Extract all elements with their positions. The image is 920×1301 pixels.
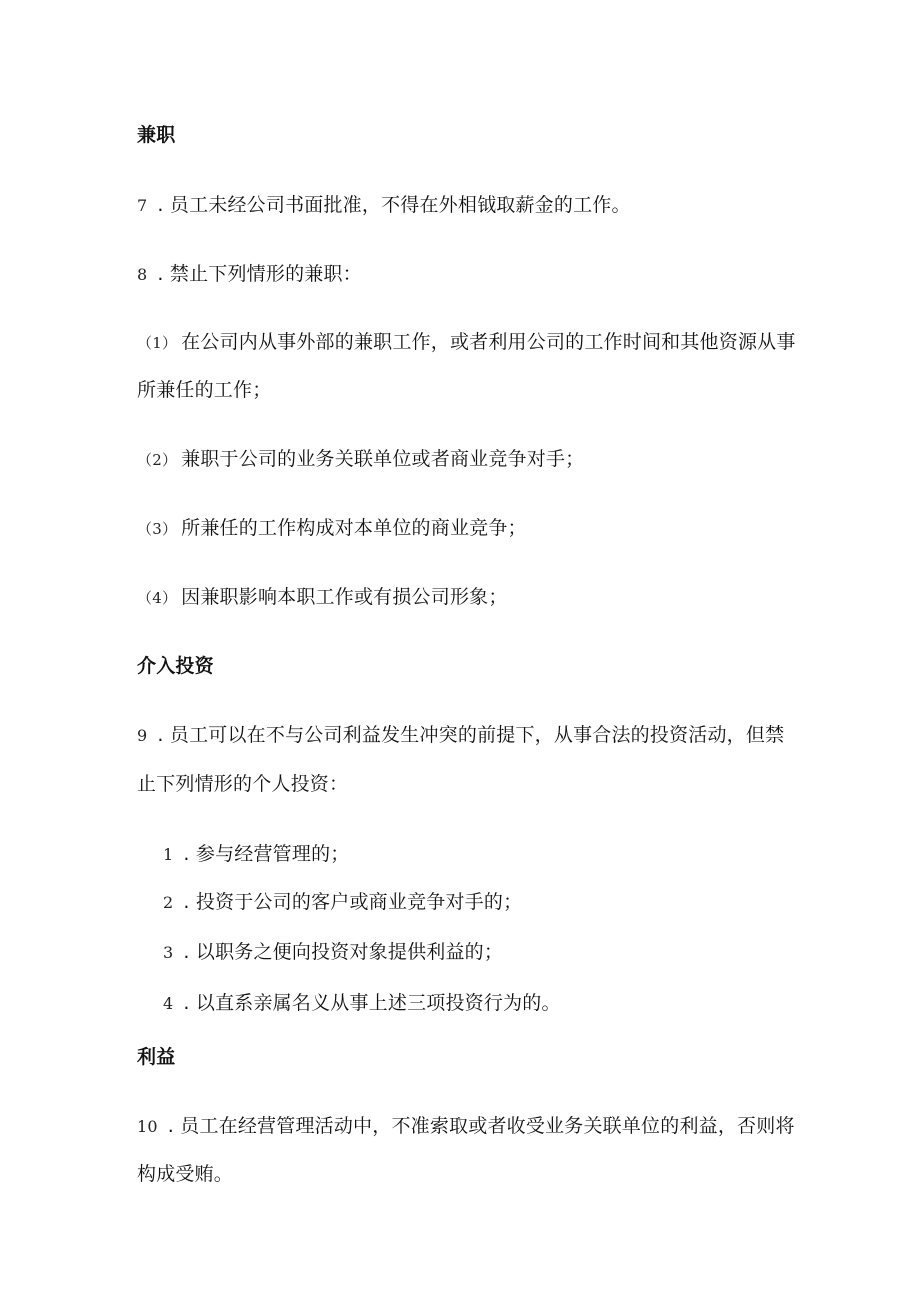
section-heading-investment: 介入投资 [137, 655, 214, 677]
sub-clause-label: （2） [137, 451, 178, 469]
sub-clause-label: （4） [137, 589, 178, 607]
sub-clause-4 [137, 585, 508, 610]
clause-10 [137, 1114, 795, 1139]
clause-9 [137, 723, 784, 748]
clause-text: . 禁止下列情形的兼职： [157, 263, 362, 285]
clause-number: 7 [137, 196, 148, 215]
sub-clause-2 [137, 447, 584, 472]
sub-clause-label: （1） [137, 334, 178, 352]
sub-clause-1 [137, 330, 796, 355]
sub-clause-3 [137, 516, 527, 541]
clause-text: . 员工未经公司书面批准，不得在外相钺取薪金的工作。 [157, 194, 631, 216]
sub-clause-label: （3） [137, 520, 178, 538]
clause-9-continuation: 止下列情形的个人投资： [137, 773, 349, 795]
clause-text: . 员工在经营管理活动中，不准索取或者收受业务关联单位的利益，否则将 [167, 1115, 795, 1137]
section-heading-benefit: 利益 [137, 1046, 176, 1068]
list-item [163, 890, 522, 915]
list-item [163, 940, 503, 965]
list-item-text: . 以职务之便向投资对象提供利益的； [183, 941, 504, 963]
clause-7 [137, 193, 631, 218]
clause-8 [137, 262, 362, 287]
sub-clause-1-continuation: 所兼任的工作； [137, 379, 272, 401]
list-item-number: 4 [163, 994, 174, 1013]
clause-10-continuation: 构成受贿。 [137, 1163, 234, 1185]
sub-clause-text: 在公司内从事外部的兼职工作，或者利用公司的工作时间和其他资源从事 [181, 331, 796, 353]
list-item-number: 1 [163, 845, 174, 864]
list-item-number: 3 [163, 943, 174, 962]
sub-clause-text: 兼职于公司的业务关联单位或者商业竞争对手； [181, 448, 585, 470]
list-item-text: . 参与经营管理的； [183, 843, 350, 865]
clause-text: . 员工可以在不与公司利益发生冲突的前提下，从事合法的投资活动，但禁 [157, 724, 785, 746]
clause-number: 10 [137, 1117, 158, 1136]
list-item-text: . 投资于公司的客户或商业竞争对手的； [183, 891, 523, 913]
list-item [163, 991, 561, 1016]
section-heading-part-time: 兼职 [137, 124, 176, 146]
sub-clause-text: 所兼任的工作构成对本单位的商业竞争； [181, 517, 527, 539]
clause-number: 8 [137, 265, 148, 284]
sub-clause-text: 因兼职影响本职工作或有损公司形象； [181, 586, 508, 608]
list-item [163, 842, 349, 867]
list-item-number: 2 [163, 893, 174, 912]
clause-number: 9 [137, 726, 148, 745]
list-item-text: . 以直系亲属名义从事上述三项投资行为的。 [183, 992, 561, 1014]
